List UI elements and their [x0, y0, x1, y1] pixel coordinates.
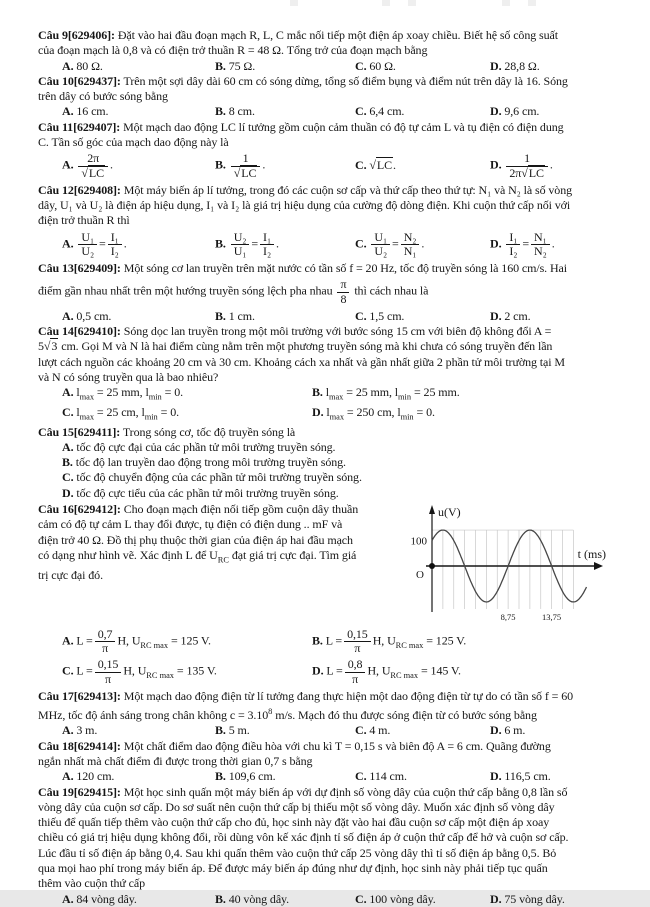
options-row	[38, 628, 614, 655]
question-line: Câu 15[629411]: Trong sóng cơ, tốc độ truyền sóng là	[38, 424, 296, 439]
options-row	[38, 723, 614, 738]
question-17	[38, 689, 614, 739]
question-line: lượt cách nguồn các khoảng 20 cm và 30 cm. Khoảng cách xa nhất và gần nhất giữa 2 phần tử môi trường tại M	[38, 354, 565, 369]
option-a: A. 3 m.	[62, 723, 98, 738]
option-b: B. 1 cm.	[215, 308, 255, 323]
option-c: C. √LC.	[355, 158, 396, 173]
question-line: điện trở 40 Ω. Đồ thị phụ thuộc thời gian của điện áp hai đầu mạch	[38, 532, 353, 547]
option-d: D. $\frac{\text{I₁}}{\text{I₂}}$ = $\frac{\text{N₁}}{\text{N₂}}$ .	[490, 229, 555, 258]
question-line: thiếu để quấn tiếp thêm vào cuộn thứ cấp cho đủ, học sinh này đặt vào hai đầu cuộn sơ cấp một điện áp xoay	[38, 815, 550, 830]
question-line: trên dây có bước sóng bằng	[38, 89, 168, 104]
option-text: tốc độ chuyển động của các phần tử môi trường truyền sóng.	[76, 470, 362, 485]
options-row	[38, 231, 614, 258]
scan-artifact	[290, 0, 298, 6]
option-text: tốc độ lan truyền dao động trong môi trường truyền sóng.	[75, 455, 346, 470]
option-d: D. 6 m.	[490, 723, 526, 738]
option-c: C. 60 Ω.	[355, 58, 396, 73]
question-line: chiều có giá trị hiệu dụng không đổi, rồi dùng vôn kế xác định tỉ số điện áp ở cuộn thứ cấp để hở và cuộn sơ cấp.	[38, 830, 569, 845]
options-row	[38, 385, 614, 405]
option-b: B. $l_{max} = 25$ mm, $l_{min} = 25$ mm.	[312, 385, 460, 402]
option-d: D. 9,6 cm.	[490, 104, 540, 119]
option-text: 75 Ω.	[228, 58, 256, 73]
option-d: D. $l_{max} = 250$ cm, $l_{min} = 0$.	[312, 404, 435, 422]
question-line: Câu 11[629407]: Một mạch dao động LC lí tưởng gồm cuộn cảm thuần có độ tự cảm L và tụ điện có điện dung	[38, 119, 564, 134]
question-head: Câu 9[629406]:	[38, 28, 115, 42]
fraction: $\frac{\pi}{8}$	[337, 278, 349, 305]
option-text: 6,4 cm.	[369, 104, 405, 119]
option-d: D. L = $\frac{0,8}{\pi}$ H, $U_{RC max} = 145$ V.	[312, 657, 461, 686]
option-text: 9,6 cm.	[504, 104, 540, 119]
question-14	[38, 324, 614, 425]
option-b: B. 8 cm.	[215, 104, 255, 119]
fraction: $\frac{2\pi}{√LC}$	[78, 152, 108, 179]
option-b: B. 5 m.	[215, 723, 250, 738]
question-head: Câu 13[629409]:	[38, 261, 121, 276]
fraction: $\frac{\text{U₂}}{\text{U₁}}$	[231, 231, 250, 258]
option-c: C. $\frac{\text{U₁}}{\text{U₂}}$ = $\frac{\text{N₂}}{\text{N₁}}$ .	[355, 229, 425, 258]
option-d: D. 75 vòng dây.	[490, 891, 565, 906]
question-line: điểm gần nhau nhất trên một hướng truyền sóng lệch pha nhau $\frac{\pi}{8}$ thì cách nhau là	[38, 277, 429, 306]
fraction: $\frac{0,8}{\pi}$	[345, 658, 366, 685]
question-18	[38, 739, 614, 785]
options-row	[38, 309, 614, 324]
origin-label: O	[416, 569, 424, 582]
option-text: 5 m.	[228, 723, 250, 738]
question-line: điện trở thuần R thì	[38, 213, 130, 228]
options-row	[38, 104, 614, 119]
question-line: C. Tần số góc của mạch dao động này là	[38, 135, 229, 150]
options-row	[38, 892, 614, 907]
option-a: A. tốc độ cực đại của các phần tử môi trường truyền sóng.	[62, 439, 336, 454]
option-b: B. tốc độ lan truyền dao động trong môi trường truyền sóng.	[62, 455, 346, 470]
x-tick-label: 13,75	[542, 612, 562, 623]
option-text: 114 cm.	[369, 769, 407, 784]
question-line: Câu 10[629437]: Trên một sợi dây dài 60 cm có sóng dừng, tổng số điểm bụng và điểm nút trên dây là 16. Sóng	[38, 73, 568, 88]
option-text: 1 cm.	[228, 308, 255, 323]
option-text: 100 vòng dây.	[369, 891, 436, 906]
option-a: A. 80 Ω.	[62, 58, 103, 73]
option-c: C. L = $\frac{0,15}{\pi}$ H, $U_{RC max} = 135$ V.	[62, 657, 217, 686]
option-text: 8 cm.	[228, 104, 255, 119]
option-text: tốc độ cực tiểu của các phần tử môi trường truyền sóng.	[76, 485, 339, 500]
voltage-time-graph	[400, 502, 614, 626]
option-text: 40 vòng dây.	[228, 891, 290, 906]
question-line: Câu 19[629415]: Một học sinh quấn một máy biến áp với dự định số vòng dây của cuộn thứ cấp bằng 0,8 lần số	[38, 784, 568, 799]
question-head: Câu 18[629414]:	[38, 738, 121, 753]
options-row	[38, 152, 614, 179]
fraction: $\frac{\text{I₁}}{\text{I₂}}$	[506, 231, 520, 258]
question-line: có dạng như hình vẽ. Xác định L để $U_{RC}$ đạt giá trị cực đại. Tìm giá	[38, 547, 357, 565]
fraction: $\frac{\text{U₁}}{\text{U₂}}$	[371, 231, 390, 258]
waveform-chart	[402, 500, 614, 626]
x-axis-label: t (ms)	[577, 547, 606, 562]
option-c: C. 6,4 cm.	[355, 104, 405, 119]
question-head: Câu 19[629415]:	[38, 784, 121, 799]
fraction: $\frac{\text{I₁}}{\text{I₂}}$	[108, 231, 122, 258]
question-head: Câu 12[629408]:	[38, 182, 121, 197]
fraction: $\frac{0,7}{\pi}$	[95, 628, 116, 655]
question-9	[38, 28, 614, 74]
sqrt-expression: √3	[43, 339, 58, 354]
x-tick-label: 8,75	[500, 612, 516, 623]
scan-artifact	[528, 0, 536, 6]
option-a: A. 0,5 cm.	[62, 308, 112, 323]
option-c: C. tốc độ chuyển động của các phần tử môi trường truyền sóng.	[62, 470, 362, 485]
fraction: $\frac{0,15}{\pi}$	[95, 658, 122, 685]
option-b: B. $\frac{1}{√LC}$ .	[215, 151, 266, 180]
question-line: Câu 13[629409]: Một sóng cơ lan truyền trên mặt nước có tần số f = 20 Hz, tốc độ truyền sóng là 160 cm/s. Hai	[38, 261, 567, 276]
origin-dot	[429, 563, 435, 569]
question-head: Câu 11[629407]:	[38, 119, 121, 134]
question-10	[38, 74, 614, 120]
option-c: C. 4 m.	[355, 723, 391, 738]
question-line: Câu 18[629414]: Một chất điểm dao động điều hòa với chu kì T = 0,15 s và biên độ A = 6 cm. Quãng đường	[38, 738, 551, 753]
option-text: 75 vòng dây.	[504, 891, 565, 906]
option-text: 109,6 cm.	[228, 769, 276, 784]
option-text: 16 cm.	[76, 104, 109, 119]
question-12	[38, 183, 614, 258]
question-head: Câu 15[629411]:	[38, 424, 121, 439]
option-b: B. $\frac{\text{U₂}}{\text{U₁}}$ = $\frac{\text{I₁}}{\text{I₂}}$ .	[215, 229, 279, 258]
option-text: 120 cm.	[76, 769, 115, 784]
question-line: Câu 17[629413]: Một mạch dao động điện từ lí tưởng đang thực hiện một dao động điện từ tự do có tần số f = 60	[38, 688, 574, 703]
x-axis-arrow-icon	[594, 562, 603, 570]
option-text: 2 cm.	[504, 308, 531, 323]
option-a: A. $\frac{2\pi}{√LC}$ .	[62, 151, 113, 180]
scan-artifact	[502, 0, 510, 6]
option-a: A. 120 cm.	[62, 769, 115, 784]
question-line: Câu 12[629408]: Một máy biến áp lí tưởng, trong đó các cuộn sơ cấp và thứ cấp theo thứ tự: N₁ và N₂ là số vòng	[38, 182, 572, 197]
question-13	[38, 261, 614, 324]
question-line: MHz, tốc độ ánh sáng trong chân không $c = 3.10^8$ m/s. Mạch đó thu được sóng điện từ có bước sóng bằng	[38, 707, 537, 723]
option-d: D. tốc độ cực tiểu của các phần tử môi trường truyền sóng.	[62, 485, 339, 500]
scan-artifact	[408, 0, 416, 6]
fraction: $\frac{1}{√LC}$	[231, 152, 261, 179]
question-19	[38, 785, 614, 907]
question-line: và N có sóng truyền qua là bao nhiêu?	[38, 369, 219, 384]
option-text: 0,5 cm.	[76, 308, 112, 323]
option-text: 84 vòng dây.	[76, 891, 137, 906]
question-line: Câu 14[629410]: Sóng dọc lan truyền trong một môi trường với bước sóng 15 cm với biên độ không đổi A =	[38, 323, 552, 338]
option-b: B. 109,6 cm.	[215, 769, 276, 784]
option-a: A. $l_{max} = 25$ mm, $l_{min} = 0$.	[62, 385, 184, 402]
option-d: D. 116,5 cm.	[490, 769, 551, 784]
question-line: cảm có độ tự cảm L thay đổi được, tụ điện có điện dung .. mF và	[38, 517, 343, 532]
question-head: Câu 10[629437]:	[38, 73, 121, 88]
options-row	[38, 769, 614, 784]
question-line: trị cực đại đó.	[38, 567, 103, 582]
options-row	[38, 658, 614, 685]
sqrt-expression: √LC	[369, 158, 393, 173]
y-tick-label: 100	[410, 535, 427, 548]
option-c: C. $l_{max} = 25$ cm, $l_{min} = 0$.	[62, 404, 180, 422]
option-a: A. L = $\frac{0,7}{\pi}$ H, $U_{RC max} = 125$ V.	[62, 627, 211, 656]
question-line: vòng dây của cuộn sơ cấp. Do sơ suất nên cuộn thứ cấp bị thiếu một số vòng dây. Muốn xác định số vòng dây	[38, 799, 555, 814]
option-b: B. L = $\frac{0,15}{\pi}$ H, $U_{RC max} = 125$ V.	[312, 627, 467, 656]
option-d: D. 2 cm.	[490, 308, 531, 323]
question-line: thêm vào cuộn thứ cấp	[38, 876, 146, 891]
gridlines	[443, 530, 574, 609]
option-text: 28,8 Ω.	[504, 58, 540, 73]
question-line: Lúc đầu tỉ số điện áp bằng 0,4. Sau khi quấn thêm vào cuộn thứ cấp 25 vòng dây thì tỉ số điện áp bằng 0,5. Bỏ	[38, 845, 557, 860]
option-c: C. 100 vòng dây.	[355, 891, 436, 906]
question-head: Câu 16[629412]:	[38, 502, 121, 517]
option-text: 6 m.	[504, 723, 526, 738]
fraction: $\frac{1}{2\pi√LC}$	[506, 152, 548, 179]
option-text: 4 m.	[369, 723, 391, 738]
question-line: Câu 16[629412]: Cho đoạn mạch điện nối tiếp gồm cuộn dây thuần	[38, 502, 359, 517]
option-c: C. 1,5 cm.	[355, 308, 405, 323]
question-line: của đoạn mạch là 0,8 và có điện trở thuần R = 48 Ω. Tổng trở của đoạn mạch bằng	[38, 43, 428, 58]
option-c: C. 114 cm.	[355, 769, 407, 784]
question-line: Câu 9[629406]: Đặt vào hai đầu đoạn mạch R, L, C mắc nối tiếp một điện áp xoay chiều. Biết hệ số công suất	[38, 28, 558, 42]
fraction: $\frac{\text{N₁}}{\text{N₂}}$	[531, 231, 550, 258]
option-b: B. 40 vòng dây.	[215, 891, 290, 906]
option-b: B. 75 Ω.	[215, 58, 256, 73]
question-line: 5√3 cm. Gọi M và N là hai điểm cùng nằm trên một phương truyền sóng mà khi chưa có sóng truyền đến lần	[38, 339, 553, 354]
option-d: D. $\frac{1}{2\pi√LC}$ .	[490, 151, 553, 180]
question-16	[38, 502, 614, 686]
question-line: dây, U₁ và U₂ là điện áp hiệu dụng, I₁ và I₂ là giá trị hiệu dụng của cường độ dòng điện. Khi cuộn thứ cấp nối với	[38, 198, 571, 213]
option-d: D. 28,8 Ω.	[490, 58, 540, 73]
option-text: 1,5 cm.	[369, 308, 405, 323]
option-text: 116,5 cm.	[504, 769, 551, 784]
option-text: tốc độ cực đại của các phần tử môi trường truyền sóng.	[76, 439, 336, 454]
question-15	[38, 425, 614, 501]
fraction: $\frac{0,15}{\pi}$	[344, 628, 371, 655]
fraction: $\frac{\text{N₂}}{\text{N₁}}$	[401, 231, 420, 258]
fraction: $\frac{\text{I₁}}{\text{I₂}}$	[260, 231, 274, 258]
question-head: Câu 17[629413]:	[38, 688, 121, 703]
option-text: 3 m.	[76, 723, 98, 738]
question-text-block	[38, 502, 400, 626]
scan-artifact	[382, 0, 390, 6]
options-row	[38, 405, 614, 425]
question-11	[38, 120, 614, 180]
options-row	[38, 59, 614, 74]
fraction: $\frac{\text{U₁}}{\text{U₂}}$	[78, 231, 97, 258]
option-a: A. 16 cm.	[62, 104, 109, 119]
y-axis-label: u(V)	[438, 505, 461, 520]
option-a: A. 84 vòng dây.	[62, 891, 137, 906]
option-text: 80 Ω.	[76, 58, 103, 73]
question-head: Câu 14[629410]:	[38, 323, 121, 338]
y-axis-arrow-icon	[429, 505, 435, 514]
question-line: qua mọi hao phí trong máy biến áp. Để được máy biến áp đúng như dự định, học sinh này phải tiếp tục quấn	[38, 861, 548, 876]
question-line: ngắn nhất mà chất điểm đi được trong thời gian 0,7 s bằng	[38, 753, 313, 768]
option-a: A. $\frac{\text{U₁}}{\text{U₂}}$ = $\frac{\text{I₁}}{\text{I₂}}$ .	[62, 229, 127, 258]
option-text: 60 Ω.	[369, 58, 396, 73]
